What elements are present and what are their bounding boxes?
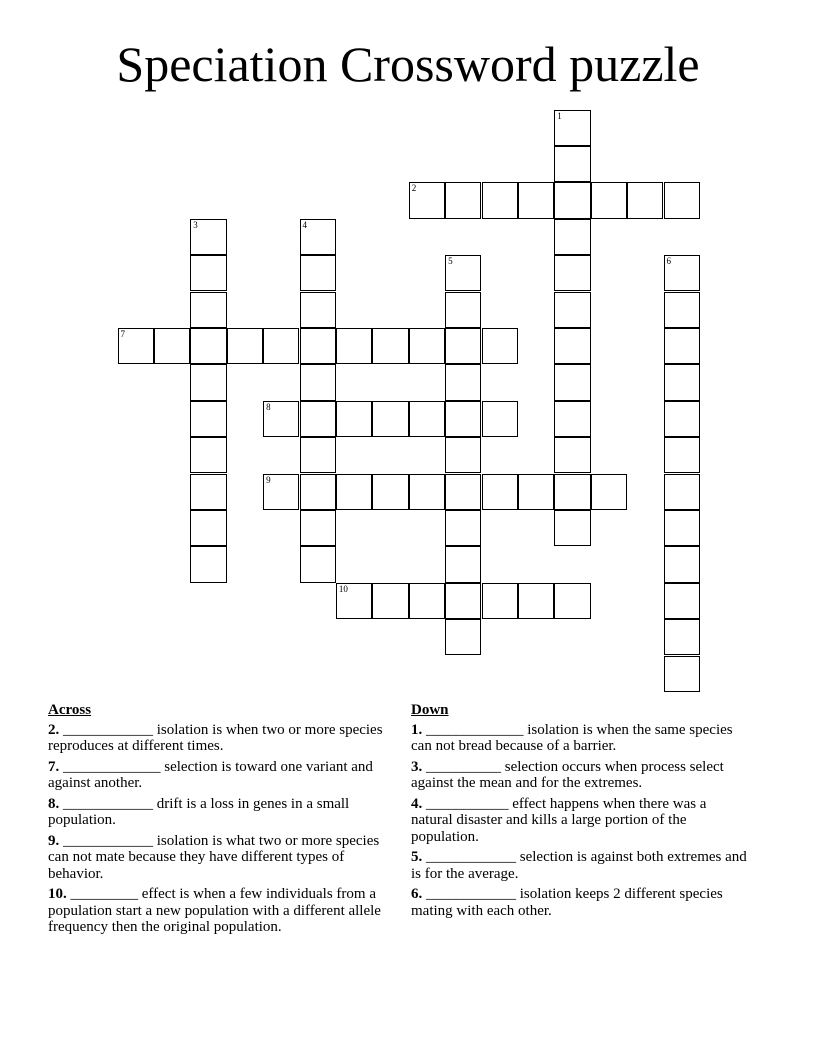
cell-input[interactable] xyxy=(446,438,480,472)
cell-input[interactable] xyxy=(191,293,225,327)
cell-input[interactable] xyxy=(665,365,699,399)
cell-input[interactable] xyxy=(665,547,699,581)
grid-cell[interactable] xyxy=(664,401,700,437)
grid-cell[interactable] xyxy=(300,510,336,546)
clue-number: 5. xyxy=(411,849,423,865)
grid-cell[interactable] xyxy=(300,292,336,328)
grid-cell[interactable] xyxy=(300,219,336,255)
grid-cell[interactable] xyxy=(190,292,226,328)
cell-input[interactable] xyxy=(301,511,335,545)
grid-cell[interactable] xyxy=(445,292,481,328)
grid-cell[interactable] xyxy=(263,474,299,510)
cell-input[interactable] xyxy=(665,256,699,290)
cell-input[interactable] xyxy=(373,402,407,436)
cell-input[interactable] xyxy=(555,365,589,399)
cell-input[interactable] xyxy=(373,329,407,363)
grid-cell[interactable] xyxy=(336,328,372,364)
cell-input[interactable] xyxy=(665,438,699,472)
cell-number: 7 xyxy=(120,328,125,339)
cell-input[interactable] xyxy=(592,183,626,217)
clue-text: ____________ isolation is when two or more species reproduces at different times. xyxy=(48,721,383,754)
grid-cell[interactable] xyxy=(664,292,700,328)
clue-number: 1. xyxy=(411,721,423,738)
cell-input[interactable] xyxy=(519,475,553,509)
grid-cell[interactable] xyxy=(300,437,336,473)
cell-input[interactable] xyxy=(191,547,225,581)
cell-input[interactable] xyxy=(446,256,480,290)
cell-input[interactable] xyxy=(191,329,225,363)
cell-input[interactable] xyxy=(337,329,371,363)
clue-down-6 xyxy=(411,886,751,919)
cell-input[interactable] xyxy=(665,475,699,509)
clue-number: 2. xyxy=(48,721,60,738)
cell-input[interactable] xyxy=(628,183,662,217)
cell-input[interactable] xyxy=(555,111,589,145)
clue-text: _________ effect is when a few individuals from a population start a new population with a different allele frequency then the original population. xyxy=(48,886,381,935)
grid-cell[interactable] xyxy=(300,328,336,364)
grid-cell[interactable] xyxy=(482,182,518,218)
grid-cell[interactable] xyxy=(300,474,336,510)
grid-cell[interactable] xyxy=(591,474,627,510)
cell-input[interactable] xyxy=(191,475,225,509)
grid-cell[interactable] xyxy=(372,583,408,619)
grid-cell[interactable] xyxy=(445,474,481,510)
grid-cell[interactable] xyxy=(372,328,408,364)
cell-input[interactable] xyxy=(519,183,553,217)
clue-text: _____________ selection is toward one variant and against another. xyxy=(48,758,373,791)
grid-cell[interactable] xyxy=(627,182,663,218)
cell-input[interactable] xyxy=(519,584,553,618)
cell-input[interactable] xyxy=(555,329,589,363)
grid-cell[interactable] xyxy=(664,255,700,291)
cell-input[interactable] xyxy=(410,183,444,217)
grid-cell[interactable] xyxy=(300,364,336,400)
grid-cell[interactable] xyxy=(482,583,518,619)
across-heading: Across xyxy=(48,702,92,718)
cell-input[interactable] xyxy=(119,329,153,363)
grid-cell[interactable] xyxy=(409,182,445,218)
cell-number: 8 xyxy=(266,401,271,412)
cell-input[interactable] xyxy=(665,329,699,363)
grid-cell[interactable] xyxy=(336,583,372,619)
cell-input[interactable] xyxy=(337,584,371,618)
grid-cell[interactable] xyxy=(554,510,590,546)
grid-cell[interactable] xyxy=(445,546,481,582)
cell-input[interactable] xyxy=(373,584,407,618)
down-heading: Down xyxy=(411,702,449,718)
cell-input[interactable] xyxy=(301,402,335,436)
grid-cell[interactable] xyxy=(445,619,481,655)
cell-input[interactable] xyxy=(555,220,589,254)
cell-input[interactable] xyxy=(264,402,298,436)
grid-cell[interactable] xyxy=(554,401,590,437)
cell-input[interactable] xyxy=(337,475,371,509)
cell-input[interactable] xyxy=(446,293,480,327)
grid-cell[interactable] xyxy=(664,510,700,546)
cell-input[interactable] xyxy=(665,402,699,436)
cell-input[interactable] xyxy=(301,220,335,254)
grid-cell[interactable] xyxy=(554,292,590,328)
cell-input[interactable] xyxy=(665,511,699,545)
grid-cell[interactable] xyxy=(445,583,481,619)
grid-cell[interactable] xyxy=(482,328,518,364)
puzzle-title: Speciation Crossword puzzle xyxy=(116,36,700,92)
clue-down-1 xyxy=(411,722,751,755)
cell-number: 4 xyxy=(302,219,307,230)
cell-input[interactable] xyxy=(555,256,589,290)
cell-number: 2 xyxy=(411,183,417,194)
grid-cell[interactable] xyxy=(554,255,590,291)
grid-cell[interactable] xyxy=(664,437,700,473)
cell-input[interactable] xyxy=(155,329,189,363)
grid-cell[interactable] xyxy=(664,656,700,692)
grid-cell[interactable] xyxy=(372,401,408,437)
grid-cell[interactable] xyxy=(518,182,554,218)
down-clues xyxy=(411,702,751,923)
grid-cell[interactable] xyxy=(409,328,445,364)
cell-input[interactable] xyxy=(446,511,480,545)
cell-input[interactable] xyxy=(410,329,444,363)
cell-input[interactable] xyxy=(446,402,480,436)
grid-cell[interactable] xyxy=(445,255,481,291)
cell-number: 6 xyxy=(666,256,671,267)
cell-input[interactable] xyxy=(301,547,335,581)
cell-input[interactable] xyxy=(301,293,335,327)
clue-number: 7. xyxy=(48,758,60,775)
cell-input[interactable] xyxy=(555,438,589,472)
grid-cell[interactable] xyxy=(554,437,590,473)
cell-input[interactable] xyxy=(555,475,589,509)
cell-input[interactable] xyxy=(410,402,444,436)
grid-cell[interactable] xyxy=(445,401,481,437)
grid-cell[interactable] xyxy=(190,510,226,546)
grid-cell[interactable] xyxy=(518,583,554,619)
cell-input[interactable] xyxy=(483,402,517,436)
cell-input[interactable] xyxy=(555,147,589,181)
grid-cell[interactable] xyxy=(664,328,700,364)
cell-input[interactable] xyxy=(446,365,480,399)
clue-text: ____________ drift is a loss in genes in a small population. xyxy=(48,795,350,828)
cell-input[interactable] xyxy=(301,365,335,399)
cell-input[interactable] xyxy=(483,475,517,509)
cell-input[interactable] xyxy=(665,657,699,691)
grid-cell[interactable] xyxy=(336,474,372,510)
cell-input[interactable] xyxy=(555,584,589,618)
cell-input[interactable] xyxy=(665,620,699,654)
grid-cell[interactable] xyxy=(190,546,226,582)
clue-number: 10. xyxy=(48,886,67,902)
cell-input[interactable] xyxy=(191,402,225,436)
cell-input[interactable] xyxy=(555,293,589,327)
across-clues xyxy=(48,702,388,940)
cell-input[interactable] xyxy=(337,402,371,436)
clue-number: 4. xyxy=(411,795,423,812)
clue-text: ____________ selection is against both extremes and is for the average. xyxy=(411,849,747,882)
cell-number: 3 xyxy=(193,219,198,230)
cell-input[interactable] xyxy=(191,511,225,545)
grid-cell[interactable] xyxy=(300,255,336,291)
grid-cell[interactable] xyxy=(482,401,518,437)
cell-input[interactable] xyxy=(410,475,444,509)
grid-cell[interactable] xyxy=(336,401,372,437)
clue-text: ___________ effect happens when there was a natural disaster and kills a large portion of the population. xyxy=(411,795,707,845)
grid-cell[interactable] xyxy=(263,401,299,437)
grid-cell[interactable] xyxy=(554,364,590,400)
cell-input[interactable] xyxy=(301,475,335,509)
clue-number: 9. xyxy=(48,832,60,849)
cell-input[interactable] xyxy=(228,329,262,363)
clue-number: 3. xyxy=(411,758,423,775)
clue-across-7 xyxy=(48,759,388,792)
clue-down-4 xyxy=(411,796,751,846)
cell-input[interactable] xyxy=(191,256,225,290)
cell-input[interactable] xyxy=(446,620,480,654)
clue-across-9 xyxy=(48,833,388,883)
cell-input[interactable] xyxy=(446,183,480,217)
grid-cell[interactable] xyxy=(190,219,226,255)
cell-input[interactable] xyxy=(555,402,589,436)
grid-cell[interactable] xyxy=(554,583,590,619)
grid-cell[interactable] xyxy=(664,546,700,582)
cell-input[interactable] xyxy=(191,365,225,399)
grid-cell[interactable] xyxy=(445,182,481,218)
grid-cell[interactable] xyxy=(372,474,408,510)
grid-cell[interactable] xyxy=(554,146,590,182)
cell-input[interactable] xyxy=(483,584,517,618)
cell-number: 1 xyxy=(557,110,562,121)
grid-cell[interactable] xyxy=(409,474,445,510)
cell-input[interactable] xyxy=(665,584,699,618)
grid-cell[interactable] xyxy=(445,437,481,473)
clue-text: __________ selection occurs when process select against the mean and for the extremes. xyxy=(411,758,724,791)
cell-input[interactable] xyxy=(191,220,225,254)
grid-cell[interactable] xyxy=(409,583,445,619)
grid-cell[interactable] xyxy=(190,474,226,510)
grid-cell[interactable] xyxy=(482,474,518,510)
cell-input[interactable] xyxy=(446,584,480,618)
grid-cell[interactable] xyxy=(591,182,627,218)
cell-input[interactable] xyxy=(301,256,335,290)
grid-cell[interactable] xyxy=(190,364,226,400)
grid-cell[interactable] xyxy=(554,474,590,510)
grid-cell[interactable] xyxy=(554,110,590,146)
clue-number: 6. xyxy=(411,886,423,902)
grid-cell[interactable] xyxy=(664,182,700,218)
grid-cell[interactable] xyxy=(154,328,190,364)
clue-down-3 xyxy=(411,759,751,792)
grid-cell[interactable] xyxy=(554,182,590,218)
cell-number: 10 xyxy=(338,583,348,594)
cell-input[interactable] xyxy=(446,475,480,509)
clue-text: _____________ isolation is when the same species can not bread because of a barrier. xyxy=(411,721,733,754)
grid-cell[interactable] xyxy=(664,619,700,655)
grid-cell[interactable] xyxy=(554,328,590,364)
grid-cell[interactable] xyxy=(190,401,226,437)
grid-cell[interactable] xyxy=(409,401,445,437)
grid-cell[interactable] xyxy=(263,328,299,364)
grid-cell[interactable] xyxy=(664,474,700,510)
grid-cell[interactable] xyxy=(300,401,336,437)
grid-cell[interactable] xyxy=(445,328,481,364)
cell-input[interactable] xyxy=(191,438,225,472)
clue-number: 8. xyxy=(48,795,60,812)
cell-input[interactable] xyxy=(446,547,480,581)
cell-input[interactable] xyxy=(555,511,589,545)
clue-text: ____________ isolation keeps 2 different species mating with each other. xyxy=(411,886,723,919)
grid-cell[interactable] xyxy=(190,437,226,473)
grid-cell[interactable] xyxy=(118,328,154,364)
cell-input[interactable] xyxy=(555,183,589,217)
grid-cell[interactable] xyxy=(227,328,263,364)
cell-input[interactable] xyxy=(301,329,335,363)
clue-across-10 xyxy=(48,886,388,936)
cell-input[interactable] xyxy=(373,475,407,509)
clue-down-5 xyxy=(411,849,751,882)
cell-number: 9 xyxy=(266,474,271,485)
grid-cell[interactable] xyxy=(554,219,590,255)
clue-across-8 xyxy=(48,796,388,829)
grid-cell[interactable] xyxy=(664,364,700,400)
cell-input[interactable] xyxy=(264,475,298,509)
grid-cell[interactable] xyxy=(664,583,700,619)
cell-input[interactable] xyxy=(301,438,335,472)
grid-cell[interactable] xyxy=(445,364,481,400)
grid-cell[interactable] xyxy=(518,474,554,510)
cell-input[interactable] xyxy=(483,183,517,217)
grid-cell[interactable] xyxy=(445,510,481,546)
cell-input[interactable] xyxy=(264,329,298,363)
cell-input[interactable] xyxy=(410,584,444,618)
cell-input[interactable] xyxy=(446,329,480,363)
clue-text: ____________ isolation is what two or more species can not mate because they have different types of behavior. xyxy=(48,832,380,882)
cell-input[interactable] xyxy=(665,183,699,217)
grid-cell[interactable] xyxy=(300,546,336,582)
grid-cell[interactable] xyxy=(190,328,226,364)
grid-cell[interactable] xyxy=(190,255,226,291)
cell-input[interactable] xyxy=(592,475,626,509)
cell-input[interactable] xyxy=(483,329,517,363)
cell-number: 5 xyxy=(448,256,453,267)
clue-across-2 xyxy=(48,722,388,755)
cell-input[interactable] xyxy=(665,293,699,327)
